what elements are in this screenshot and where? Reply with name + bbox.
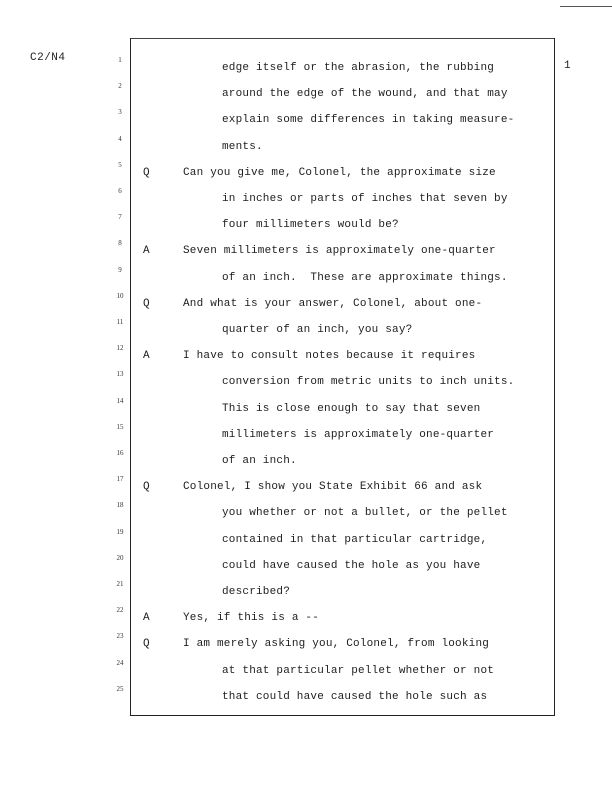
line-number: 22: [116, 606, 124, 615]
transcript-line-text: you whether or not a bullet, or the pellet: [222, 507, 508, 520]
transcript-line-text: around the edge of the wound, and that may: [222, 88, 508, 101]
transcript-line-text: four millimeters would be?: [222, 219, 399, 232]
line-number: 1: [118, 56, 122, 64]
transcript-line-text: Yes, if this is a --: [183, 612, 320, 625]
line-number: 13: [116, 370, 124, 379]
line-number: 11: [116, 318, 124, 326]
line-number: 12: [116, 344, 124, 353]
line-number: 18: [116, 501, 124, 510]
line-number: 15: [116, 422, 124, 431]
speaker-label: A: [143, 245, 150, 258]
line-number: 10: [116, 291, 124, 300]
line-number: 8: [118, 239, 122, 248]
line-number: 4: [118, 134, 122, 143]
speaker-label: Q: [143, 638, 150, 651]
transcript-line-text: of an inch.: [222, 455, 297, 467]
line-number: 3: [118, 108, 122, 117]
transcript-line-text: explain some differences in taking measure-: [222, 114, 515, 127]
transcript-line-text: millimeters is approximately one-quarter: [222, 428, 495, 441]
transcript-line-text: described?: [222, 586, 291, 598]
speaker-label: Q: [143, 297, 150, 310]
line-number: 6: [118, 187, 122, 195]
transcript-line-text: I am merely asking you, Colonel, from looking: [183, 638, 490, 651]
transcript-line-text: of an inch. These are approximate things.: [222, 271, 508, 284]
line-number: 25: [116, 684, 124, 693]
transcript-line-text: conversion from metric units to inch units.: [222, 376, 515, 389]
speaker-label: Q: [143, 166, 150, 179]
speaker-label: A: [143, 350, 150, 363]
transcript-line-text: I have to consult notes because it requires: [183, 350, 476, 363]
line-number: 7: [118, 213, 122, 222]
line-number: 5: [118, 160, 122, 169]
line-number: 24: [116, 658, 124, 667]
transcript-line-text: edge itself or the abrasion, the rubbing: [222, 62, 495, 74]
speaker-label: Q: [143, 481, 150, 494]
transcript-line-text: And what is your answer, Colonel, about one-: [183, 297, 483, 310]
transcript-line-text: contained in that particular cartridge,: [222, 533, 488, 546]
transcript-line-text: Colonel, I show you State Exhibit 66 and ask: [183, 481, 483, 494]
line-number: 21: [116, 580, 124, 588]
transcript-line-text: This is close enough to say that seven: [222, 402, 481, 415]
transcript-line-text: quarter of an inch, you say?: [222, 324, 413, 336]
transcript-line-text: Seven millimeters is approximately one-quarter: [183, 245, 496, 258]
line-number: 23: [116, 632, 124, 641]
line-number: 19: [116, 527, 124, 536]
line-number: 16: [116, 449, 124, 457]
scan-edge-mark: [560, 6, 612, 7]
line-number: 17: [116, 475, 124, 484]
page-number: 1: [564, 60, 571, 72]
line-number: 20: [116, 553, 124, 562]
line-number: 9: [118, 265, 122, 274]
line-number: 14: [116, 396, 124, 405]
transcript-line-text: ments.: [222, 140, 263, 153]
transcript-line-text: at that particular pellet whether or not: [222, 664, 495, 677]
transcript-line-text: that could have caused the hole such as: [222, 690, 488, 703]
line-number: 2: [118, 82, 122, 91]
speaker-label: A: [143, 612, 150, 625]
transcript-line-text: Can you give me, Colonel, the approximate size: [183, 166, 496, 179]
transcript-line-text: in inches or parts of inches that seven by: [222, 193, 508, 205]
transcript-line-text: could have caused the hole as you have: [222, 559, 481, 572]
document-code: C2/N4: [30, 52, 66, 64]
